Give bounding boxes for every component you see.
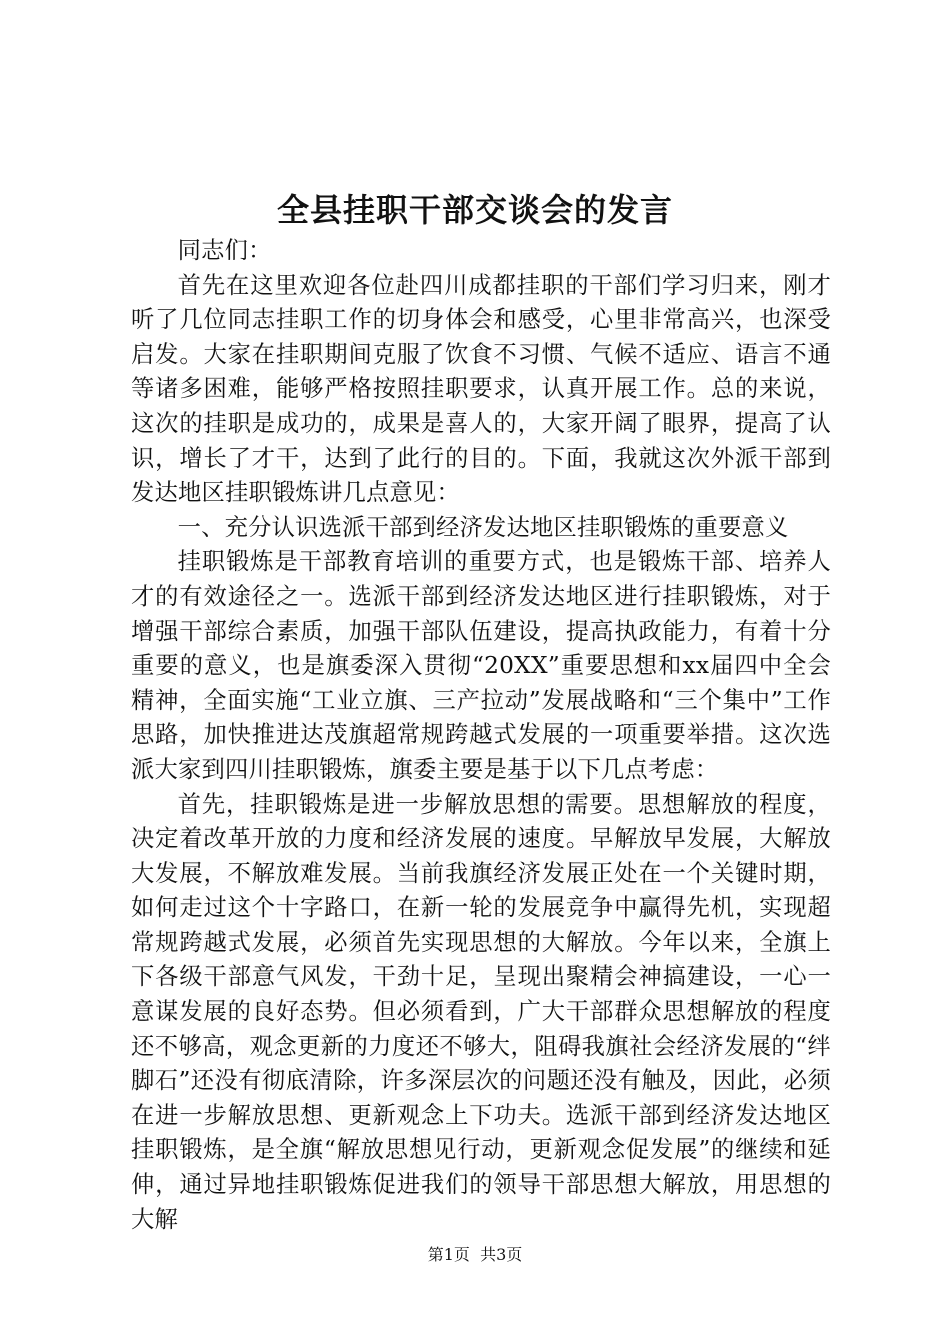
section-heading-paragraph: 一、充分认识选派干部到经济发达地区挂职锻炼的重要意义 bbox=[177, 513, 789, 541]
body-paragraph: 首先，挂职锻炼是进一步解放思想的需要。思想解放的程度，决定着改革开放的力度和经济发展的速度。早解放早发展，大解放大发展，不解放难发展。当前我旗经济发展正处在一个关键时期，如何走过这个十字路口，在新一轮的发展竞争中赢得先机，实现超常规跨越式发展，必须首先实现思想的大解放。今年以来，全旗上下各级干部意气风发，干劲十足，呈现出聚精会神搞建设，一心一意谋发展的良好态势。但必须看到，广大干部群众思想解放的程度还不够高，观念更新的力度还不够大，阻碍我旗社会经济发展的“绊脚石”还没有彻底清除，许多深层次的问题还没有触及，因此，必须在进一步解放思想、更新观念上下功夫。选派干部到经济发达地区挂职锻炼，是全旗“解放思想见行动，更新观念促发展”的继续和延伸，通过异地挂职锻炼促进我们的领导干部思想大解放，用思想的大解 bbox=[131, 790, 831, 1233]
page-total: 共3页 bbox=[480, 1245, 523, 1264]
document-body bbox=[131, 234, 831, 1237]
body-paragraph: 挂职锻炼是干部教育培训的重要方式，也是锻炼干部、培养人才的有效途径之一。选派干部到经济发达地区进行挂职锻炼，对于增强干部综合素质，加强干部队伍建设，提高执政能力，有着十分重要的意义，也是旗委深入贯彻“20XX”重要思想和xx届四中全会精神，全面实施“工业立旗、三产拉动”发展战略和“三个集中”工作思路，加快推进达茂旗超常规跨越式发展的一项重要举措。这次选派大家到四川挂职锻炼，旗委主要是基于以下几点考虑： bbox=[131, 548, 831, 783]
footer-spacer bbox=[470, 1245, 480, 1264]
document-title: 全县挂职干部交谈会的发言 bbox=[276, 191, 673, 229]
intro-paragraph: 首先在这里欢迎各位赴四川成都挂职的干部们学习归来，刚才听了几位同志挂职工作的切身体会和感受，心里非常高兴，也深受启发。大家在挂职期间克服了饮食不习惯、气候不适应、语言不通等诸多困难，能够严格按照挂职要求，认真开展工作。总的来说，这次的挂职是成功的，成果是喜人的，大家开阔了眼界，提高了认识，增长了才干，达到了此行的目的。下面，我就这次外派干部到发达地区挂职锻炼讲几点意见： bbox=[131, 271, 831, 507]
page-footer bbox=[0, 1244, 950, 1266]
salutation-paragraph: 同志们： bbox=[177, 237, 272, 264]
page-number: 第1页 bbox=[427, 1245, 470, 1264]
